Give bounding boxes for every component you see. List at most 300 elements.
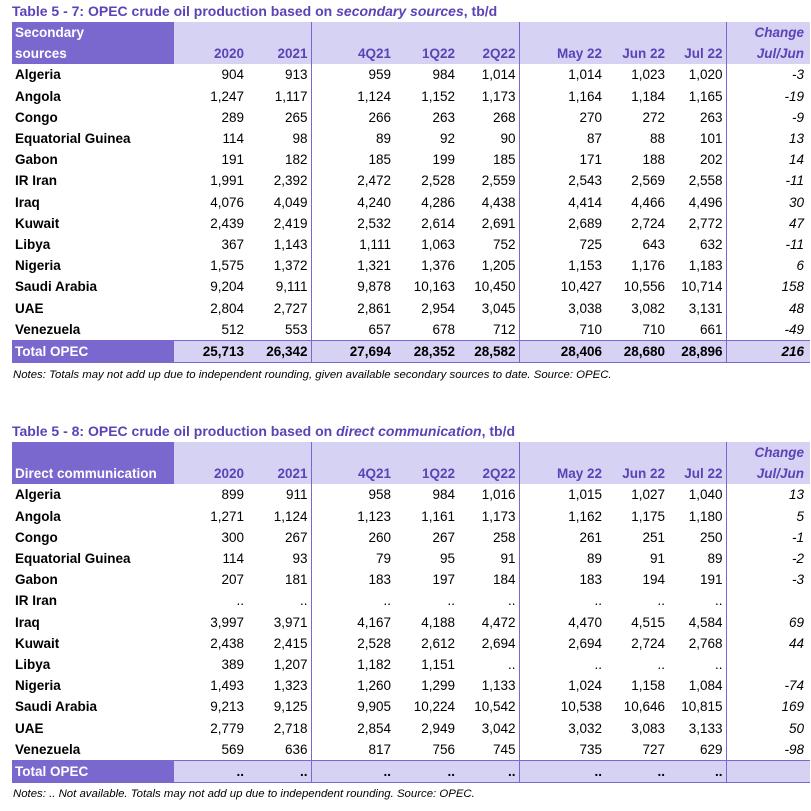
value-cell: 2,439 (210, 215, 244, 231)
value-cell: 1,173 (481, 88, 516, 104)
value-cell: 267 (432, 529, 455, 545)
value-cell: 250 (699, 529, 723, 545)
value-cell: 1,175 (631, 508, 665, 524)
value-cell: 2,861 (311, 297, 394, 318)
value-cell: 194 (642, 572, 665, 588)
value-cell: 101 (699, 131, 723, 147)
total-value: .. (605, 760, 668, 782)
value-cell: 1,153 (519, 255, 605, 276)
table2-header-blank (174, 442, 247, 463)
value-cell: 817 (311, 739, 394, 761)
total-value: 26,342 (247, 340, 311, 362)
table1-header-blank (311, 22, 394, 43)
value-cell: 2,779 (210, 720, 244, 736)
value-cell: 1,321 (311, 255, 394, 276)
value-cell: 725 (519, 234, 605, 255)
table1-header-blank (668, 22, 726, 43)
value-cell: 9,125 (273, 699, 308, 715)
table-row (12, 675, 810, 696)
value-cell: 10,556 (623, 279, 665, 295)
table1-title-pre: OPEC crude oil production based on (87, 3, 337, 19)
country-name: Iraq (15, 614, 40, 630)
value-cell: 1,260 (311, 675, 394, 696)
country-name: UAE (15, 300, 44, 316)
value-cell: 258 (492, 529, 516, 545)
value-cell: 1,493 (210, 678, 244, 694)
table2-title-post: , tb/d (481, 423, 516, 439)
value-cell: .. (507, 656, 516, 672)
value-cell: 87 (519, 128, 605, 149)
value-cell: 90 (500, 131, 516, 147)
change-cell: 6 (726, 255, 810, 276)
value-cell: 678 (432, 321, 455, 337)
table-row (12, 149, 810, 170)
value-cell: 629 (699, 741, 723, 757)
table-row (12, 319, 810, 341)
table-row (12, 569, 810, 590)
value-cell: 3,038 (519, 297, 605, 318)
value-cell: 2,772 (688, 215, 723, 231)
country-name: Saudi Arabia (15, 699, 98, 715)
table2-col-may-22: May 22 (519, 463, 605, 484)
value-cell: 191 (699, 572, 723, 588)
value-cell: 1,182 (311, 654, 394, 675)
value-cell: 3,131 (688, 300, 723, 316)
table2-header-label-1 (12, 442, 174, 463)
value-cell: 569 (221, 741, 244, 757)
value-cell: 4,470 (519, 612, 605, 633)
value-cell: 1,123 (311, 506, 394, 527)
value-cell: 1,176 (631, 258, 665, 274)
change-cell: 47 (726, 213, 810, 234)
country-name: Congo (15, 529, 58, 545)
table-row (12, 276, 810, 297)
change-cell: -98 (726, 739, 810, 761)
country-name: Angola (15, 88, 61, 104)
value-cell: 745 (492, 741, 516, 757)
table2-note: Notes: .. Not available. Totals may not add up due to independent rounding. Source: OPEC. (13, 788, 475, 800)
change-cell: -11 (726, 170, 810, 191)
value-cell: 899 (221, 487, 244, 503)
country-name: Angola (15, 508, 61, 524)
value-cell: 10,450 (474, 279, 516, 295)
value-cell: 300 (221, 529, 244, 545)
value-cell: 260 (311, 527, 394, 548)
table2-header-blank (605, 442, 668, 463)
table-row (12, 128, 810, 149)
value-cell: 4,414 (519, 192, 605, 213)
table1-col-1q22: 1Q22 (394, 43, 458, 64)
value-cell: 114 (222, 131, 244, 147)
change-cell: 13 (726, 484, 810, 505)
value-cell: 2,569 (631, 173, 665, 189)
country-name: Nigeria (15, 258, 61, 274)
table2-title-em: direct communication (336, 423, 482, 439)
country-name: IR Iran (15, 593, 58, 609)
table2-header-row-1 (12, 442, 810, 463)
change-cell: -3 (726, 569, 810, 590)
table2-title (12, 423, 515, 439)
value-cell: 512 (221, 321, 244, 337)
table2-col-1q22: 1Q22 (394, 463, 458, 484)
change-cell: -19 (726, 86, 810, 107)
value-cell: 904 (221, 67, 244, 83)
value-cell: 2,559 (481, 173, 516, 189)
value-cell: 2,804 (210, 300, 244, 316)
value-cell: 191 (221, 152, 244, 168)
value-cell: 1,207 (273, 656, 308, 672)
change-cell: 50 (726, 717, 810, 738)
value-cell: 4,472 (481, 614, 516, 630)
table1-header-period: Jul/Jun (726, 43, 810, 64)
table1-header-blank (519, 22, 605, 43)
table-row (12, 590, 810, 611)
change-cell: 13 (726, 128, 810, 149)
change-cell: 30 (726, 192, 810, 213)
value-cell: 9,204 (210, 279, 244, 295)
value-cell: 183 (311, 569, 394, 590)
value-cell: 185 (311, 149, 394, 170)
country-name: Gabon (15, 152, 58, 168)
total-value: .. (394, 760, 458, 782)
change-cell: 44 (726, 633, 810, 654)
table2-col-2q22: 2Q22 (458, 463, 519, 484)
total-change: 216 (726, 340, 810, 362)
table2-header-blank (668, 442, 726, 463)
value-cell: 735 (519, 739, 605, 761)
value-cell: 2,694 (519, 633, 605, 654)
table1-body (12, 22, 810, 363)
country-name: Iraq (15, 194, 40, 210)
value-cell: 268 (492, 109, 516, 125)
value-cell: 553 (284, 321, 308, 337)
value-cell: 10,646 (623, 699, 665, 715)
value-cell: 1,247 (210, 88, 244, 104)
total-value: .. (519, 760, 605, 782)
table-row (12, 255, 810, 276)
value-cell: 272 (642, 109, 665, 125)
value-cell: 632 (699, 236, 723, 252)
table2-number: Table 5 - 8: (12, 423, 88, 439)
table1-header-label-2: sources (12, 43, 174, 64)
total-value: 28,406 (519, 340, 605, 362)
country-name: Kuwait (15, 215, 60, 231)
table2-title-pre: OPEC crude oil production based on (87, 423, 337, 439)
change-cell: 169 (726, 696, 810, 717)
table1-col-4q21: 4Q21 (311, 43, 394, 64)
value-cell: 202 (699, 152, 723, 168)
value-cell: 10,538 (519, 696, 605, 717)
value-cell: .. (507, 593, 516, 609)
country-name: Libya (15, 236, 51, 252)
change-cell: -49 (726, 319, 810, 341)
change-cell: -1 (726, 527, 810, 548)
table1-title (12, 3, 497, 19)
value-cell: 1,372 (273, 258, 308, 274)
value-cell: 1,323 (273, 678, 308, 694)
value-cell: 265 (284, 109, 308, 125)
value-cell: 1,299 (421, 678, 455, 694)
value-cell: 1,158 (631, 678, 665, 694)
value-cell: 727 (642, 741, 665, 757)
value-cell: .. (519, 590, 605, 611)
value-cell: 4,188 (421, 614, 455, 630)
value-cell: 89 (519, 548, 605, 569)
table1-col-jun-22: Jun 22 (605, 43, 668, 64)
value-cell: 1,162 (519, 506, 605, 527)
table-row (12, 297, 810, 318)
value-cell: 10,815 (681, 699, 723, 715)
value-cell: 4,286 (421, 194, 455, 210)
table-row (12, 86, 810, 107)
value-cell: 92 (439, 131, 455, 147)
table-row (12, 506, 810, 527)
value-cell: 91 (500, 551, 516, 567)
value-cell: 9,213 (210, 699, 244, 715)
table1-note: Notes: Totals may not add up due to independent rounding, given available secondary sources to date. Source: OPEC. (13, 369, 612, 381)
value-cell: 1,040 (688, 487, 723, 503)
table-row (12, 696, 810, 717)
table2-header-label-2: Direct communication (12, 463, 174, 484)
value-cell: 389 (221, 656, 244, 672)
table2-header-change: Change (726, 442, 810, 463)
value-cell: 4,167 (311, 612, 394, 633)
change-cell: -74 (726, 675, 810, 696)
value-cell: 2,727 (273, 300, 308, 316)
value-cell: 91 (649, 551, 665, 567)
change-cell: 5 (726, 506, 810, 527)
value-cell: 267 (284, 529, 308, 545)
country-name: Saudi Arabia (15, 279, 98, 295)
value-cell: 2,614 (421, 215, 455, 231)
value-cell: 199 (432, 152, 455, 168)
value-cell: 88 (649, 131, 665, 147)
value-cell: 1,164 (519, 86, 605, 107)
country-name: Gabon (15, 572, 58, 588)
change-cell: 158 (726, 276, 810, 297)
value-cell: 2,694 (481, 635, 516, 651)
value-cell: 2,724 (631, 215, 665, 231)
value-cell: 1,014 (481, 67, 516, 83)
value-cell: 4,240 (311, 192, 394, 213)
value-cell: 661 (699, 321, 723, 337)
table1-header-blank (458, 22, 519, 43)
value-cell: .. (519, 654, 605, 675)
value-cell: 4,438 (481, 194, 516, 210)
value-cell: 10,427 (519, 276, 605, 297)
country-name: Libya (15, 656, 51, 672)
value-cell: 2,415 (273, 635, 308, 651)
country-name: Congo (15, 109, 58, 125)
change-cell: -11 (726, 234, 810, 255)
table2-header-blank (519, 442, 605, 463)
country-name: Algeria (15, 67, 61, 83)
total-change (726, 760, 810, 782)
value-cell: 959 (311, 64, 394, 85)
value-cell: 984 (432, 67, 455, 83)
total-value: .. (311, 760, 394, 782)
value-cell: 4,049 (273, 194, 308, 210)
value-cell: 3,045 (481, 300, 516, 316)
table-row (12, 484, 810, 505)
value-cell: 1,152 (421, 88, 455, 104)
value-cell: 1,014 (519, 64, 605, 85)
table1-col-2020: 2020 (174, 43, 247, 64)
country-name: Equatorial Guinea (15, 551, 131, 567)
total-value: .. (458, 760, 519, 782)
country-name: UAE (15, 720, 44, 736)
value-cell: 10,714 (681, 279, 723, 295)
value-cell: 2,768 (688, 635, 723, 651)
value-cell: 1,173 (481, 508, 516, 524)
total-label: Total OPEC (12, 760, 174, 782)
value-cell: 1,183 (688, 258, 723, 274)
value-cell: 1,575 (210, 258, 244, 274)
value-cell: 2,543 (519, 170, 605, 191)
value-cell: 184 (492, 572, 516, 588)
table1-header-label-1: Secondary (12, 22, 174, 43)
table1-total-row (12, 340, 810, 362)
value-cell: 1,184 (631, 88, 665, 104)
table-row (12, 527, 810, 548)
value-cell: 3,971 (273, 614, 308, 630)
value-cell: 3,133 (688, 720, 723, 736)
table2-col-4q21: 4Q21 (311, 463, 394, 484)
value-cell: 657 (311, 319, 394, 341)
table2-header-blank (247, 442, 311, 463)
value-cell: 2,419 (273, 215, 308, 231)
table2-body (12, 442, 810, 783)
table2-col-2020: 2020 (174, 463, 247, 484)
value-cell: 3,083 (631, 720, 665, 736)
value-cell: 2,949 (421, 720, 455, 736)
total-label: Total OPEC (12, 340, 174, 362)
value-cell: 251 (642, 529, 665, 545)
value-cell: 1,271 (210, 508, 244, 524)
value-cell: 4,515 (631, 614, 665, 630)
change-cell (726, 654, 810, 675)
value-cell: 2,532 (311, 213, 394, 234)
value-cell: .. (447, 593, 455, 609)
value-cell: 2,438 (210, 635, 244, 651)
value-cell: 1,180 (688, 508, 723, 524)
value-cell: 2,528 (311, 633, 394, 654)
table1-title-post: , tb/d (463, 3, 498, 19)
table-row (12, 192, 810, 213)
value-cell: 114 (222, 551, 244, 567)
value-cell: 911 (285, 487, 308, 503)
value-cell: 984 (432, 487, 455, 503)
table2-col-jul-22: Jul 22 (668, 463, 726, 484)
value-cell: 1,124 (311, 86, 394, 107)
table1-header-blank (605, 22, 668, 43)
change-cell: 69 (726, 612, 810, 633)
value-cell: 4,076 (210, 194, 244, 210)
value-cell: 4,584 (688, 614, 723, 630)
total-value: .. (668, 760, 726, 782)
value-cell: 756 (432, 741, 455, 757)
change-cell: -9 (726, 107, 810, 128)
table2-header-period: Jul/Jun (726, 463, 810, 484)
value-cell: 79 (311, 548, 394, 569)
value-cell: .. (714, 593, 723, 609)
value-cell: 2,724 (631, 635, 665, 651)
table1-col-may-22: May 22 (519, 43, 605, 64)
table-row (12, 107, 810, 128)
value-cell: 4,466 (631, 194, 665, 210)
table2-col-jun-22: Jun 22 (605, 463, 668, 484)
value-cell: 261 (519, 527, 605, 548)
total-value: .. (247, 760, 311, 782)
value-cell: 1,084 (688, 678, 723, 694)
table-direct-communication (12, 442, 810, 783)
table2-header-blank (311, 442, 394, 463)
total-value: 28,352 (394, 340, 458, 362)
country-name: IR Iran (15, 173, 58, 189)
value-cell: 1,015 (519, 484, 605, 505)
value-cell: 1,063 (421, 236, 455, 252)
value-cell: .. (657, 656, 665, 672)
value-cell: 710 (519, 319, 605, 341)
value-cell: 2,689 (519, 213, 605, 234)
total-value: 27,694 (311, 340, 394, 362)
total-value: .. (174, 760, 247, 782)
country-name: Kuwait (15, 635, 60, 651)
value-cell: 710 (642, 321, 665, 337)
total-value: 25,713 (174, 340, 247, 362)
country-name: Equatorial Guinea (15, 131, 131, 147)
value-cell: 188 (642, 152, 665, 168)
value-cell: 1,151 (421, 656, 455, 672)
value-cell: 270 (519, 107, 605, 128)
table-row (12, 213, 810, 234)
table2-total-row (12, 760, 810, 782)
value-cell: 1,016 (481, 487, 516, 503)
table-row (12, 633, 810, 654)
table1-header-row-2 (12, 43, 810, 64)
table-row (12, 234, 810, 255)
value-cell: 2,954 (421, 300, 455, 316)
value-cell: 1,117 (274, 88, 308, 104)
table-row (12, 548, 810, 569)
value-cell: 266 (311, 107, 394, 128)
value-cell: 958 (311, 484, 394, 505)
value-cell: 263 (699, 109, 723, 125)
value-cell: .. (236, 593, 244, 609)
table-row (12, 654, 810, 675)
value-cell: 4,496 (688, 194, 723, 210)
value-cell: 712 (492, 321, 516, 337)
change-cell (726, 590, 810, 611)
value-cell: 643 (642, 236, 665, 252)
value-cell: 181 (284, 572, 308, 588)
value-cell: 1,124 (273, 508, 308, 524)
table-row (12, 717, 810, 738)
change-cell: 14 (726, 149, 810, 170)
country-name: Venezuela (15, 321, 81, 337)
value-cell: 171 (519, 149, 605, 170)
value-cell: 10,224 (413, 699, 455, 715)
table1-header-blank (247, 22, 311, 43)
value-cell: 1,991 (210, 173, 244, 189)
value-cell: 1,027 (631, 487, 665, 503)
value-cell: 207 (221, 572, 244, 588)
value-cell: 1,161 (421, 508, 455, 524)
value-cell: 2,854 (311, 717, 394, 738)
value-cell: 913 (284, 67, 308, 83)
value-cell: 3,082 (631, 300, 665, 316)
value-cell: 95 (439, 551, 455, 567)
